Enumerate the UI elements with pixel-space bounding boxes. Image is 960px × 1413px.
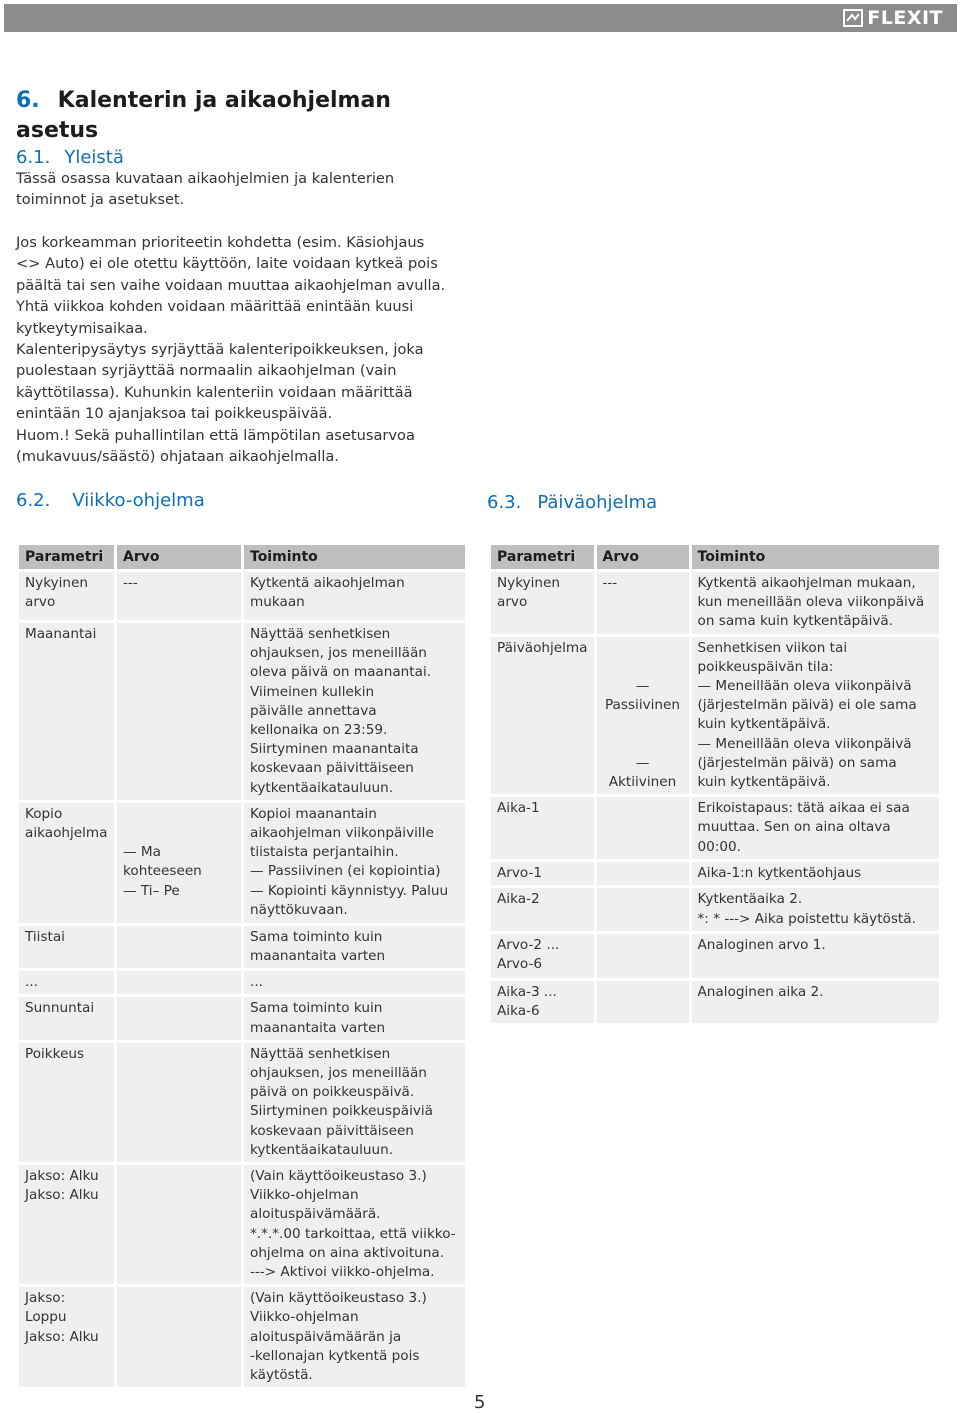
parameter-cell <box>491 981 594 1023</box>
cell-line: Jakso: Alku <box>25 1187 99 1204</box>
function-cell <box>244 1287 465 1387</box>
cell-line: Maanantai <box>25 626 97 642</box>
cell-line: Poikkeus <box>25 1045 85 1062</box>
cell-line: — Passiivinen (ei kopiointia) <box>250 863 441 880</box>
cell-line: (järjestelmän päivä) ei ole sama <box>697 697 917 714</box>
parameter-cell <box>19 1043 114 1162</box>
table-row <box>491 888 939 930</box>
function-cell <box>692 637 940 795</box>
cell-line: aloituspäivämäärä. <box>250 1206 381 1223</box>
cell-line: ... <box>250 974 263 991</box>
table-row <box>491 637 939 795</box>
parameter-cell <box>19 572 114 620</box>
cell-line: Tiistai <box>25 928 65 945</box>
cell-line: Sunnuntai <box>25 1000 95 1017</box>
cell-line: ohjauksen, jos meneillään <box>250 645 427 662</box>
table-row <box>19 997 465 1039</box>
value-cell <box>117 926 241 968</box>
cell-line: ohjelma on aina aktivoituna. <box>250 1244 445 1261</box>
function-cell <box>244 926 465 968</box>
cell-line: maanantaita varten <box>250 948 386 965</box>
function-cell <box>244 971 465 994</box>
cell-line: Kytkentä aikaohjelman <box>250 575 405 591</box>
parameter-cell <box>491 637 594 795</box>
cell-line: koskevaan päivittäiseen <box>250 1122 414 1139</box>
cell-line: --- <box>123 575 138 591</box>
value-cell <box>597 934 689 978</box>
table-row <box>19 1287 465 1387</box>
cell-line: Aika-3 ... <box>497 983 557 1000</box>
cell-line: --- <box>602 575 618 591</box>
cell-line: kuin kytkentäpäivä. <box>697 716 831 733</box>
parameter-cell <box>19 1287 114 1387</box>
cell-line: Näyttää senhetkisen <box>250 1045 391 1062</box>
flexit-logo-icon <box>843 9 863 27</box>
section-title <box>16 86 456 146</box>
cell-line: Viikko-ohjelman <box>250 1309 359 1326</box>
intro-paragraph <box>16 168 416 211</box>
body-line: päältä tai sen vaihe voidaan muuttaa aikaohjelman avulla. <box>16 276 446 294</box>
value-cell <box>117 997 241 1039</box>
function-cell <box>244 1165 465 1284</box>
function-cell <box>244 623 465 800</box>
parameter-cell <box>491 797 594 859</box>
table-row <box>19 1165 465 1284</box>
cell-line: Aika-1 <box>497 800 540 817</box>
table-row <box>19 971 465 994</box>
cell-line <box>603 658 683 677</box>
cell-line: *: * ---> Aika poistettu käytöstä. <box>697 910 916 927</box>
cell-line: tiistaista perjantaihin. <box>250 844 399 861</box>
body-line: <> Auto) ei ole otettu käyttöön, laite voidaan kytkeä pois <box>16 255 438 273</box>
cell-line: koskevaan päivittäiseen <box>250 760 414 777</box>
subsection-6-2-heading <box>16 489 205 513</box>
cell-line: Aika-2 <box>497 891 540 908</box>
cell-line: Kopio <box>25 805 63 822</box>
cell-line: (järjestelmän päivä) on sama <box>697 754 897 771</box>
cell-line: aikaohjelman viikonpäiville <box>250 825 434 842</box>
cell-line: maanantaita varten <box>250 1019 386 1036</box>
cell-line: Senhetkisen viikon tai <box>697 639 848 656</box>
cell-line: päivälle annettava <box>250 702 377 719</box>
value-cell <box>597 637 689 795</box>
cell-line: kuin kytkentäpäivä. <box>697 774 831 791</box>
body-line: enintään 10 ajanjaksoa tai poikkeuspäivää. <box>16 405 333 423</box>
function-cell <box>692 797 940 859</box>
subsection-number: 6.3. <box>487 492 522 513</box>
value-cell <box>117 572 241 620</box>
brand-name: FLEXIT <box>867 7 943 29</box>
cell-line: Aika-6 <box>497 1003 540 1020</box>
parameter-cell <box>491 888 594 930</box>
cell-line: Kytkentäaika 2. <box>697 891 803 908</box>
cell-line: Siirtyminen poikkeuspäiviä <box>250 1103 434 1120</box>
cell-line <box>603 639 683 658</box>
header-bar <box>4 4 957 32</box>
cell-line: Päiväohjelma <box>497 639 588 656</box>
cell-line: Erikoistapaus: tätä aikaa ei saa <box>697 800 910 817</box>
cell-line <box>603 715 683 734</box>
column-header: Arvo <box>117 545 241 569</box>
function-cell <box>692 572 940 634</box>
cell-line: — Aktiivinen <box>608 754 677 791</box>
cell-line: Kytkentä aikaohjelman mukaan, <box>697 575 916 591</box>
cell-line: Nykyinen <box>25 575 89 591</box>
section-number: 6. <box>16 88 40 113</box>
body-paragraph <box>16 232 456 467</box>
value-cell <box>597 572 689 634</box>
value-cell <box>117 1165 241 1284</box>
cell-line: mukaan <box>250 594 305 611</box>
cell-line: Viikko-ohjelman <box>250 1187 359 1204</box>
section-title-line1: Kalenterin ja aikaohjelman <box>57 88 391 113</box>
cell-line: -kellonajan kytkentä pois <box>250 1347 420 1364</box>
cell-line: ... <box>25 974 38 991</box>
parameter-cell <box>19 926 114 968</box>
cell-line: muuttaa. Sen on aina oltava <box>697 819 891 836</box>
table-row <box>19 803 465 923</box>
cell-line: Kopioi maanantain <box>250 805 377 822</box>
cell-line: Sama toiminto kuin <box>250 1000 383 1017</box>
value-cell <box>597 797 689 859</box>
cell-line: Analoginen arvo 1. <box>697 936 826 953</box>
cell-line: kytkentäaikatauluun. <box>250 1141 394 1158</box>
cell-line: käytöstä. <box>250 1367 313 1384</box>
parameter-cell <box>19 971 114 994</box>
table-row <box>491 797 939 859</box>
cell-line: aloituspäivämäärän ja <box>250 1328 402 1345</box>
cell-line: — Ma kohteeseen <box>123 844 202 880</box>
parameter-cell <box>19 997 114 1039</box>
table-row <box>19 572 465 620</box>
value-cell <box>117 1287 241 1387</box>
subsection-6-1-heading <box>16 146 124 170</box>
value-cell <box>117 803 241 923</box>
cell-line: — Kopiointi käynnistyy. Paluu <box>250 882 449 899</box>
table-row <box>491 934 939 978</box>
cell-line: — Ti– Pe <box>123 882 180 899</box>
cell-line: (Vain käyttöoikeustaso 3.) <box>250 1290 427 1307</box>
cell-line: Analoginen aika 2. <box>697 983 824 1000</box>
cell-line: päivä on poikkeuspäivä. <box>250 1084 415 1101</box>
body-line: Huom.! Sekä puhallintilan että lämpötilan asetusarvoa <box>16 426 415 444</box>
parameter-cell <box>19 623 114 800</box>
cell-line: Jakso: Loppu <box>25 1290 67 1326</box>
cell-line: oleva päivä on maanantai. <box>250 664 432 681</box>
value-cell <box>597 888 689 930</box>
cell-line: poikkeuspäivän tila: <box>697 658 834 675</box>
cell-line <box>123 805 235 824</box>
cell-line: Arvo-6 <box>497 956 543 973</box>
parameter-cell <box>19 1165 114 1284</box>
cell-line: on sama kuin kytkentäpäivä. <box>697 613 894 630</box>
cell-line: Jakso: Alku <box>25 1328 99 1345</box>
parameter-cell <box>491 934 594 978</box>
cell-line <box>123 824 235 843</box>
table-row <box>491 572 939 634</box>
subsection-number: 6.2. <box>16 490 51 511</box>
cell-line: — Meneillään oleva viikonpäivä <box>697 735 912 752</box>
function-cell <box>244 803 465 923</box>
body-line: käyttötilassa). Kuhunkin kalenteriin voidaan määrittää <box>16 383 413 401</box>
subsection-title: Päiväohjelma <box>537 492 658 513</box>
cell-line: ohjauksen, jos meneillään <box>250 1065 427 1082</box>
cell-line: 00:00. <box>697 838 741 855</box>
cell-line <box>603 735 683 754</box>
function-cell <box>244 572 465 620</box>
value-cell <box>597 981 689 1023</box>
subsection-6-3-heading <box>487 491 657 515</box>
body-line: puolestaan syrjäyttää normaalin aikaohjelman (vain <box>16 362 397 380</box>
function-cell <box>692 888 940 930</box>
cell-line: Arvo-2 ... <box>497 936 560 953</box>
daily-program-table <box>488 542 942 1026</box>
table-row <box>19 926 465 968</box>
column-header: Parametri <box>19 545 114 569</box>
table-row <box>491 981 939 1023</box>
parameter-cell <box>491 862 594 885</box>
cell-line: aikaohjelma <box>25 825 108 842</box>
table-row <box>19 623 465 800</box>
intro-text: Tässä osassa kuvataan aikaohjelmien ja kalenterien toiminnot ja asetukset. <box>16 170 395 209</box>
column-header: Arvo <box>597 545 689 569</box>
subsection-number: 6.1. <box>16 147 51 168</box>
cell-line: Näyttää senhetkisen <box>250 626 391 642</box>
value-cell <box>117 623 241 800</box>
parameter-cell <box>19 803 114 923</box>
body-line: Kalenteripysäytys syrjäyttää kalenteripoikkeuksen, joka <box>16 341 424 359</box>
body-line: (mukavuus/säästö) ohjataan aikaohjelmalla. <box>16 448 339 466</box>
value-cell <box>117 971 241 994</box>
page-number: 5 <box>474 1392 486 1413</box>
cell-line: Jakso: Alku <box>25 1168 99 1185</box>
cell-line: Nykyinen arvo <box>497 575 561 611</box>
cell-line: näyttökuvaan. <box>250 901 348 918</box>
value-cell <box>117 1043 241 1162</box>
column-header: Toiminto <box>244 545 465 569</box>
function-cell <box>692 981 940 1023</box>
cell-line: (Vain käyttöoikeustaso 3.) <box>250 1168 427 1185</box>
body-line: Jos korkeamman prioriteetin kohdetta (esim. Käsiohjaus <box>16 234 425 251</box>
cell-line: kellonaika on 23:59. <box>250 722 388 739</box>
cell-line: Viimeinen kullekin <box>250 683 375 700</box>
body-line: Yhtä viikkoa kohden voidaan määrittää enintään kuusi <box>16 298 414 316</box>
cell-line: kytkentäaikatauluun. <box>250 779 394 796</box>
section-title-line2: asetus <box>16 118 99 143</box>
column-header: Toiminto <box>692 545 940 569</box>
subsection-title: Yleistä <box>64 147 124 168</box>
brand-logo <box>843 8 943 28</box>
body-line: kytkeytymisaikaa. <box>16 319 148 337</box>
cell-line: arvo <box>25 594 56 611</box>
table-row <box>491 862 939 885</box>
value-cell <box>597 862 689 885</box>
function-cell <box>244 997 465 1039</box>
cell-line: Arvo-1 <box>497 865 543 882</box>
weekly-program-table <box>16 542 468 1390</box>
function-cell <box>692 862 940 885</box>
subsection-title: Viikko-ohjelma <box>72 490 205 511</box>
column-header: Parametri <box>491 545 594 569</box>
cell-line: — Meneillään oleva viikonpäivä <box>697 678 912 695</box>
cell-line: Aika-1:n kytkentäohjaus <box>697 865 862 882</box>
cell-line: *.*.*.00 tarkoittaa, että viikko- <box>250 1225 456 1242</box>
cell-line: — Passiivinen <box>604 678 681 714</box>
cell-line: kun meneillään oleva viikonpäivä <box>697 594 925 611</box>
function-cell <box>692 934 940 978</box>
cell-line: ---> Aktivoi viikko-ohjelma. <box>250 1264 435 1281</box>
parameter-cell <box>491 572 594 634</box>
function-cell <box>244 1043 465 1162</box>
table-row <box>19 1043 465 1162</box>
cell-line: Sama toiminto kuin <box>250 928 383 945</box>
cell-line: Siirtyminen maanantaita <box>250 741 419 758</box>
